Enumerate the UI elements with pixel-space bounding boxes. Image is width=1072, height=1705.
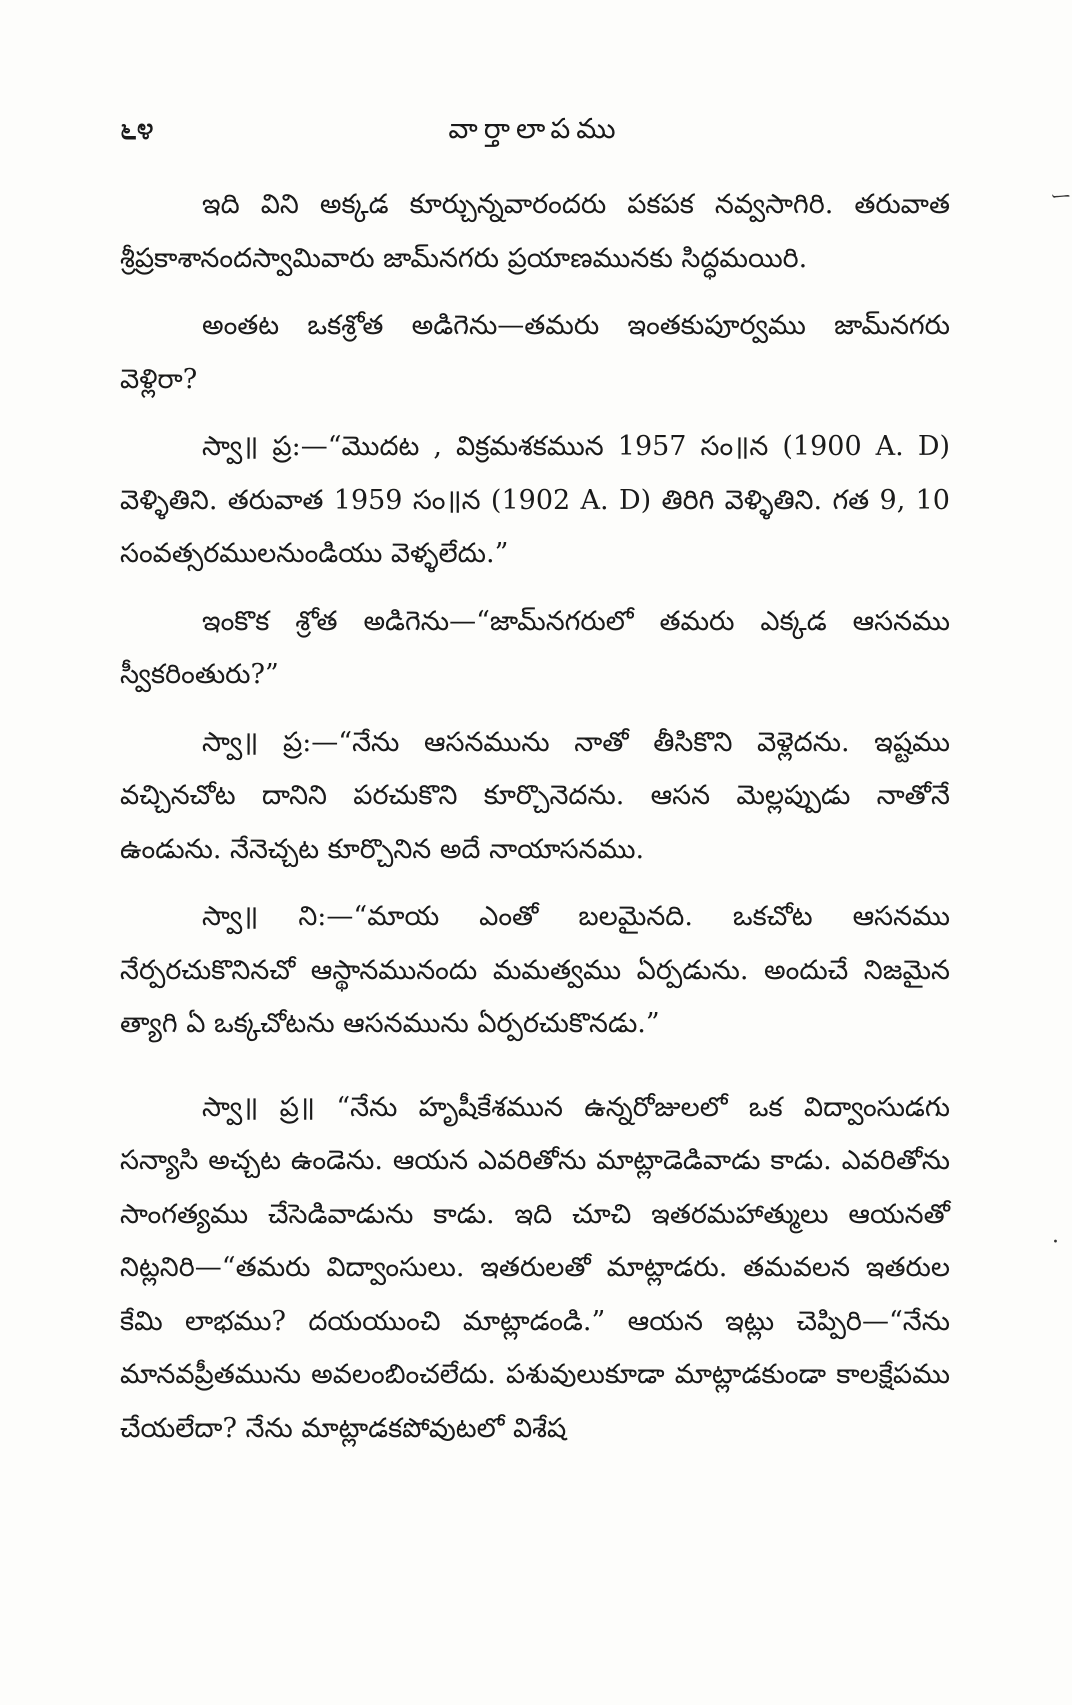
body-text (120, 178, 950, 1455)
paragraph: స్వా॥ ప్ర:—“నేను ఆసనమును నాతో తీసికొని వెళ్లెదను. ఇష్టము వచ్చినచోట దానిని పరచుకొని కూర్చొనెదను. ఆసన మెల్లప్పుడు నాతోనే ఉండును. నేనెచ్చట కూర్చొనిన అదే నాయాసనము. (120, 726, 950, 865)
paragraph: అంతట ఒకశ్రోత అడిగెను—తమరు ఇంతకుపూర్వము జామ్‌నగరు వెళ్లిరా? (120, 310, 950, 395)
margin-mark: ー (1050, 185, 1072, 210)
running-title: వార్తాలాపము (448, 112, 622, 145)
paragraph: స్వా॥ ప్ర:—“మొదట , విక్రమశకమున 1957 సం॥న (1900 A. D) వెళ్ళితిని. తరువాత 1959 సం॥న (1902 A. D) తిరిగి వెళ్ళితిని. గత 9, 10 సంవత్సరములనుండియు వెళ్ళలేదు.” (120, 431, 950, 569)
paragraph: ఇంకొక శ్రోత అడిగెను—“జామ్‌నగరులో తమరు ఎక్కడ ఆసనము స్వీకరింతురు?” (120, 605, 950, 690)
paragraph: ఇది విని అక్కడ కూర్చున్నవారందరు పకపక నవ్వసాగిరి. తరువాత శ్రీప్రకాశానందస్వామివారు జామ్‌నగరు ప్రయాణమునకు సిద్ధమయిరి. (120, 189, 950, 274)
margin-mark: · (1052, 1230, 1059, 1255)
page-header (120, 112, 950, 162)
paragraph: స్వా॥ ప్ర॥ “నేను హృషీకేశమున ఉన్నరోజులలో ఒక విద్వాంసుడగు సన్యాసి అచ్చట ఉండెను. ఆయన ఎవరితోను మాట్లాడెడివాడు కాడు. ఎవరితోను సాంగత్యము చేసెడివాడును కాడు. ఇది చూచి ఇతరమహాత్ములు ఆయనతో నిట్లనిరి—“తమరు విద్వాంసులు. ఇతరులతో మాట్లాడరు. తమవలన ఇతరుల కేమి లాభము? దయయుంచి మాట్లాడండి.” ఆయన ఇట్లు చెప్పిరి—“నేను మానవప్రీతమును అవలంబించలేదు. పశువులుకూడా మాట్లాడకుండా కాలక్షేపము చేయలేదా? నేను మాట్లాడకపోవుటలో విశేష (120, 1091, 950, 1444)
paragraph: స్వా॥ ని:—“మాయ ఎంతో బలమైనది. ఒకచోట ఆసనము నేర్పరచుకొనినచో ఆస్థానమునందు మమత్వము ఏర్పడును. అందుచే నిజమైన త్యాగి ఏ ఒక్కచోటను ఆసనమును ఏర్పరచుకొనడు.” (120, 901, 950, 1039)
page-number: ೬೪ (120, 112, 154, 147)
